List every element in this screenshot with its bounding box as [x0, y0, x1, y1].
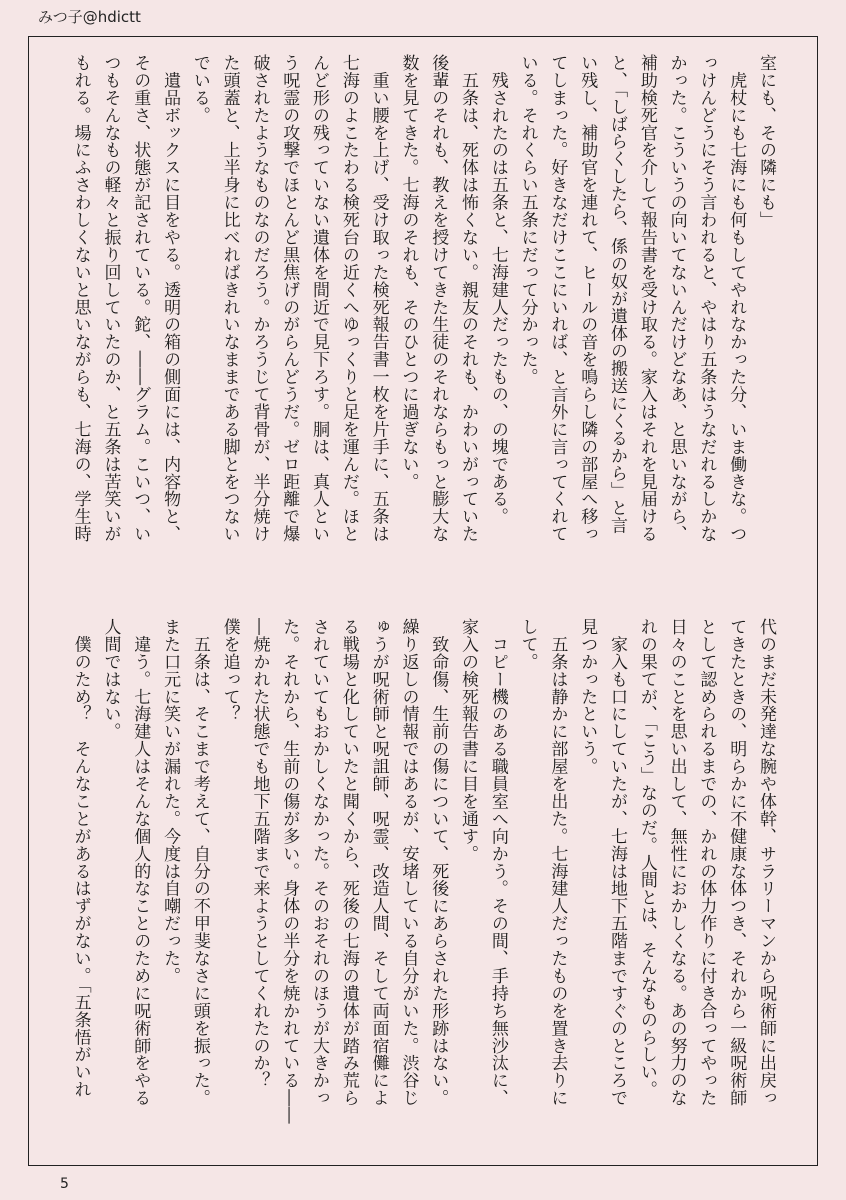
text-line: 日々のことを思い出して、無性におかしくなる。あの努力のな [666, 618, 687, 1107]
bottom-text-column [70, 618, 780, 1148]
text-line: されていてもおかしくなかった。そのおそれのほうが大きかっ [309, 618, 330, 1107]
text-line: う呪霊の攻撃でほとんど黒焦げのがらんどうだ。ゼロ距離で爆 [279, 54, 300, 543]
text-line: てきたときの、明らかに不健康な体つき、それから一級呪術師 [726, 618, 747, 1107]
text-line: っけんどうにそう言われると、やはり五条はうなだれるしかな [696, 54, 717, 543]
top-text-column [70, 54, 780, 584]
text-line: して。 [517, 618, 538, 671]
text-line: 僕のため？ そんなことがあるはずがない。「五条悟がいれ [70, 618, 91, 1099]
text-line: 五条は、死体は怖くない。親友のそれも、かわいがっていた [458, 54, 479, 543]
text-line: 人間ではない。 [100, 618, 121, 741]
text-line: 室にも、その隣にも」 [756, 54, 776, 229]
text-line: として認められるまでの、かれの体力作りに付き合ってやった [696, 618, 717, 1107]
text-line: ―焼かれた状態でも地下五階まで来ようとしてくれたのか？ [249, 618, 270, 1090]
text-line: つもそんなもの軽々と振り回していたのか、と五条は苦笑いが [100, 54, 121, 543]
text-line: その重さ、状態が記されている。鉈、――グラム。こいつ、い [130, 54, 151, 543]
text-line: 後輩のそれも、教えを授けてきた生徒のそれならもっと膨大な [428, 54, 449, 543]
text-line: ゅうが呪術師と呪詛師、呪霊、改造人間、そして両面宿儺によ [368, 618, 389, 1107]
page-number: 5 [60, 1176, 69, 1192]
text-line: また口元に笑いが漏れた。今度は自嘲だった。 [160, 618, 181, 985]
text-line: いる。それくらい五条にだって分かった。 [517, 54, 538, 386]
text-line: れの果てが、「こう」なのだ。人間とは、そんなものらしい。 [636, 618, 657, 1099]
text-line: 五条は、そこまで考えて、自分の不甲斐なさに頭を振った。 [189, 618, 210, 1107]
text-line: 五条は静かに部屋を出た。七海建人だったものを置き去りに [547, 618, 568, 1107]
text-line: 数を見てきた。七海のそれも、そのひとつに過ぎない。 [398, 54, 419, 491]
text-line: 繰り返しの情報ではあるが、安堵している自分がいた。渋谷じ [398, 618, 419, 1107]
text-line: る戦場と化していたと聞くから、死後の七海の遺体が踏み荒ら [338, 618, 359, 1107]
text-line: 七海のよこたわる検死台の近くへゆっくりと足を運んだ。ほと [338, 54, 359, 543]
text-line: 遺品ボックスに目をやる。透明の箱の側面には、内容物と、 [160, 54, 181, 543]
text-line: 違う。七海建人はそんな個人的なことのために呪術師をやる [130, 618, 151, 1107]
text-line: でいる。 [189, 54, 210, 124]
text-line: 重い腰を上げ、受け取った検死報告書一枚を片手に、五条は [368, 54, 389, 543]
text-line: 残されたのは五条と、七海建人だったもの、の塊である。 [487, 54, 508, 526]
text-line: 見つかったという。 [577, 618, 598, 776]
text-line: てしまった。好きなだけここにいれば、と言外に言ってくれて [547, 54, 568, 543]
text-line: 致命傷、生前の傷について、死後にあらされた形跡はない。 [428, 618, 449, 1107]
text-line: コピー機のある職員室へ向かう。その間、手持ち無沙汰に、 [487, 618, 508, 1107]
text-line: と、「しばらくしたら、係の奴が遺体の搬送にくるから」と言 [607, 54, 628, 535]
text-line: 補助検死官を介して報告書を受け取る。家入はそれを見届ける [636, 54, 657, 543]
text-line: 家入の検死報告書に目を通す。 [458, 618, 479, 863]
text-line: 代のまだ未発達な腕や体幹、サラリーマンから呪術師に出戻っ [756, 618, 776, 1107]
text-line: 破されたようなものなのだろう。かろうじて背骨が、半分焼け [249, 54, 270, 543]
text-line: た頭蓋と、上半身に比べればきれいなままである脚とをつない [219, 54, 240, 543]
text-line: た。それから、生前の傷が多い。身体の半分を焼かれている―― [279, 618, 300, 1125]
text-line: 僕を追って？ [219, 618, 240, 723]
text-line: んど形の残っていない遺体を間近で見下ろす。胴は、真人とい [309, 54, 330, 543]
author-header: みつ子@hdictt [38, 8, 141, 26]
text-line: い残し、補助官を連れて、ヒールの音を鳴らし隣の部屋へ移っ [577, 54, 598, 543]
text-line: かった。こういうの向いてないんだけどなあ、と思いながら、 [666, 54, 687, 543]
text-line: 虎杖にも七海にも何もしてやれなかった分、いま働きな。つ [726, 54, 747, 543]
text-line: もれる。場にふさわしくないと思いながらも、七海の、学生時 [70, 54, 91, 543]
text-line: 家入も口にしていたが、七海は地下五階まですぐのところで [607, 618, 628, 1107]
